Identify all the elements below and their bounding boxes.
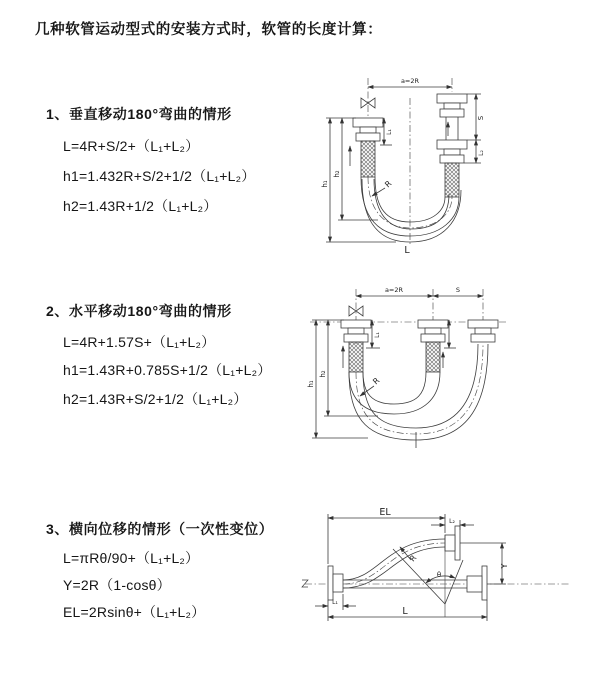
dim-label-theta: θ [436,571,442,579]
dim-label-l1: L₁ [332,599,338,606]
dim-label-l: L [402,606,408,617]
dim-label-l2: L₂ [449,518,455,525]
formula-line: Y=2R（1-cosθ） [63,577,171,593]
dim-label-s: S [455,286,461,294]
dim-label-h2: h₂ [319,370,327,378]
formula-line: L=4R+S/2+（L₁+L₂） [63,138,200,154]
drawing-lines [326,78,481,244]
section-2-heading: 2、水平移动180°弯曲的情形 [46,303,232,319]
section-1 [46,104,306,224]
formula-line: L=4R+1.57S+（L₁+L₂） [63,334,216,350]
dim-label-a2r: a=2R [400,77,420,85]
diagram-horizontal-180-bend [296,282,598,464]
dim-label-r: R [383,178,394,190]
diagram-vertical-180-bend [300,72,590,262]
formula-line: h2=1.43R+S/2+1/2（L₁+L₂） [63,391,248,407]
dim-label-l1: L₁ [374,332,381,338]
drawing-lines [310,289,508,448]
dim-label-h1: h₁ [307,380,315,388]
dim-label-y: Y [500,563,509,569]
dim-label-s: S [477,115,485,121]
formula-line: EL=2Rsinθ+（L₁+L₂） [63,604,206,620]
page-title: 几种软管运动型式的安装方式时，软管的长度计算： [35,22,383,38]
dim-label-r: R [407,553,419,564]
dim-label-h2: h₂ [333,170,341,178]
dim-label-r: R [371,375,382,387]
section-1-heading: 1、垂直移动180°弯曲的情形 [46,106,232,122]
formula-line: h2=1.43R+1/2（L₁+L₂） [63,198,218,214]
dim-label-el: EL [379,507,391,518]
formula-line: h1=1.432R+S/2+1/2（L₁+L₂） [63,168,256,184]
dim-label-l2: L₂ [478,150,485,156]
section-3-heading: 3、横向位移的情形（一次性变位） [46,521,274,537]
drawing-lines [302,514,571,621]
dim-label-h1: h₁ [321,180,329,188]
formula-line: h1=1.43R+0.785S+1/2（L₁+L₂） [63,362,272,378]
section-3 [46,519,306,629]
formula-line: L=πRθ/90+（L₁+L₂） [63,550,200,566]
dim-label-a2r: a=2R [384,286,404,294]
diagram-lateral-displacement [293,500,600,655]
dim-label-l1: L₁ [386,129,393,135]
dim-label-l: L [404,245,410,256]
section-2 [46,301,306,421]
